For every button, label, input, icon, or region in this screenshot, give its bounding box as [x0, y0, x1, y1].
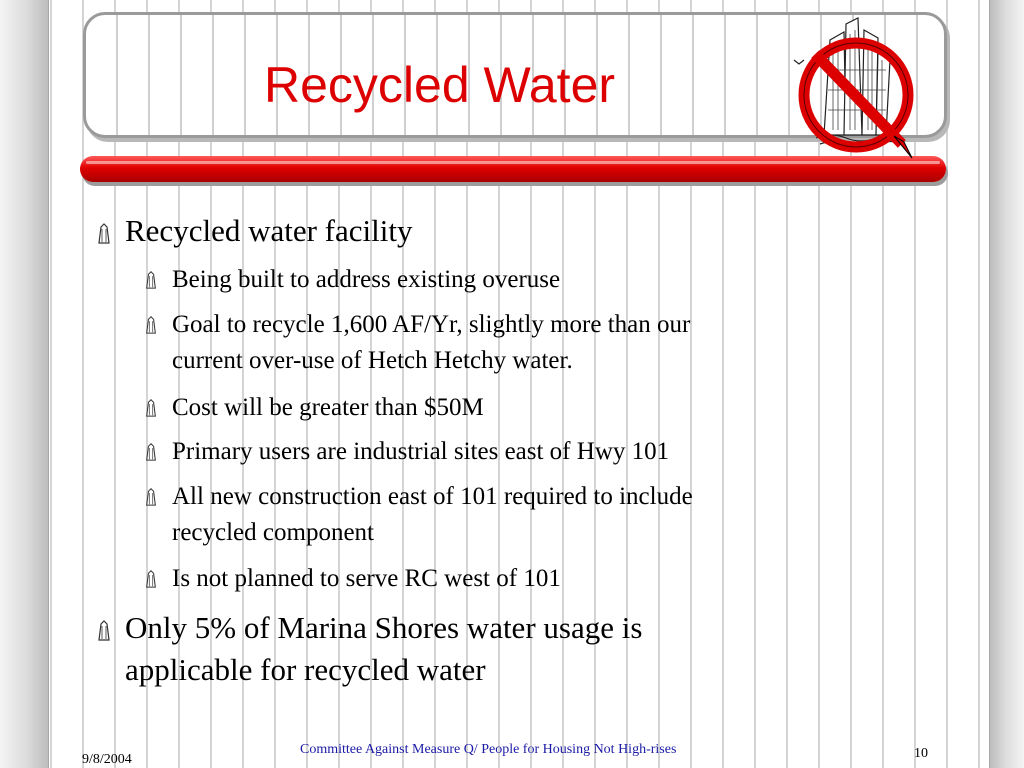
- building-bullet-icon: [144, 270, 158, 289]
- building-bullet-icon: [144, 315, 158, 334]
- building-bullet-icon: [96, 222, 112, 244]
- slide-number: 10: [914, 746, 928, 761]
- footer-date: 9/8/2004: [82, 752, 132, 767]
- sub-bullet-item: Goal to recycle 1,600 AF/Yr, slightly more than our: [172, 311, 691, 338]
- bullet-item-continuation: applicable for recycled water: [125, 652, 486, 687]
- no-highrise-prohibition-icon: [786, 10, 926, 160]
- building-bullet-icon: [144, 398, 158, 417]
- footer-organization: Committee Against Measure Q/ People for Housing Not High-rises: [300, 742, 677, 757]
- left-decorative-bar: [0, 0, 49, 768]
- building-bullet-icon: [96, 619, 112, 641]
- sub-bullet-item: Being built to address existing overuse: [172, 266, 561, 293]
- building-bullet-icon: [144, 442, 158, 461]
- sub-bullet-item: Is not planned to serve RC west of 101: [172, 565, 561, 592]
- building-bullet-icon: [144, 569, 158, 588]
- sub-bullet-item-continuation: current over-use of Hetch Hetchy water.: [172, 347, 573, 374]
- sub-bullet-item: All new construction east of 101 required to include: [172, 483, 693, 510]
- bullet-item: Only 5% of Marina Shores water usage is: [125, 610, 643, 645]
- sub-bullet-item: Cost will be greater than $50M: [172, 394, 484, 421]
- building-bullet-icon: [144, 487, 158, 506]
- bullet-item: Recycled water facility: [125, 213, 413, 248]
- sub-bullet-item: Primary users are industrial sites east of Hwy 101: [172, 438, 670, 465]
- right-decorative-bar: [989, 0, 1024, 768]
- sub-bullet-item-continuation: recycled component: [172, 519, 374, 546]
- slide-title: Recycled Water: [264, 57, 616, 113]
